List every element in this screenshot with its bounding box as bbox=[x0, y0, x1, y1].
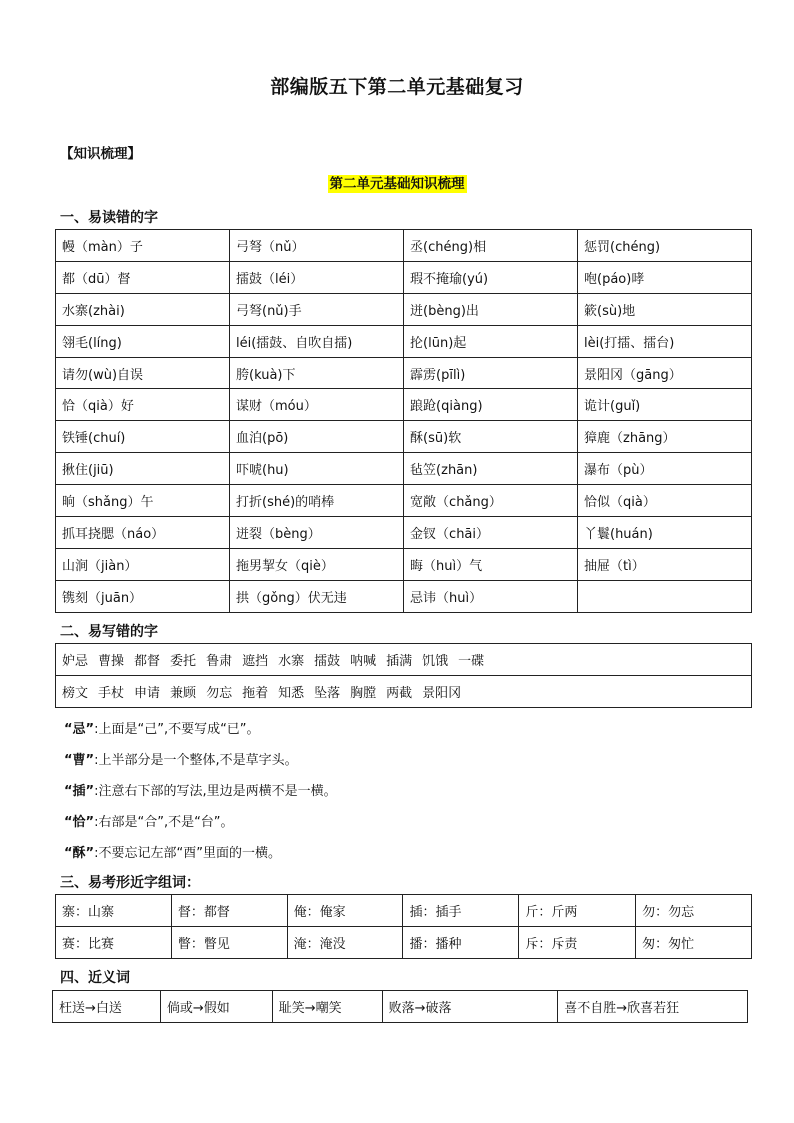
subtitle-wrap bbox=[0, 172, 794, 192]
word-row-cell bbox=[56, 676, 752, 708]
table-cell: 瑕不掩瑜(yú) bbox=[404, 261, 578, 293]
note-line bbox=[64, 838, 744, 869]
table-cell: 镌刻（juān） bbox=[56, 580, 230, 612]
table-row bbox=[56, 421, 752, 453]
word-item: 鲁肃 bbox=[206, 654, 233, 669]
word-item: 水寨 bbox=[278, 654, 305, 669]
table-cell: 赛：比赛 bbox=[56, 927, 172, 959]
word-row-cell bbox=[56, 644, 752, 676]
table-cell: 景阳冈（gāng） bbox=[578, 357, 752, 389]
table-cell: 倘或→假如 bbox=[160, 991, 272, 1023]
table-cell: 败落→破落 bbox=[382, 991, 558, 1023]
misread-chars-table bbox=[55, 229, 752, 613]
table-row bbox=[56, 580, 752, 612]
table-cell: 晦（huì）气 bbox=[404, 548, 578, 580]
word-item: 手杖 bbox=[98, 686, 125, 701]
word-item: 插满 bbox=[386, 654, 413, 669]
table-cell: 铁锤(chuí) bbox=[56, 421, 230, 453]
table-cell: 抡(lūn)起 bbox=[404, 325, 578, 357]
table-cell: 拖男挈女（qiè） bbox=[230, 548, 404, 580]
table-cell: 抽屉（tì） bbox=[578, 548, 752, 580]
table-cell: 俺：俺家 bbox=[287, 895, 403, 927]
table-cell: 插：插手 bbox=[403, 895, 519, 927]
table-cell: 霹雳(pīlì) bbox=[404, 357, 578, 389]
word-item: 景阳冈 bbox=[422, 686, 462, 701]
table-cell: 咆(páo)哮 bbox=[578, 261, 752, 293]
table-cell: 瞥：瞥见 bbox=[171, 927, 287, 959]
word-item: 妒忌 bbox=[62, 654, 89, 669]
note-line bbox=[64, 714, 744, 745]
table-cell: 打折(shé)的哨棒 bbox=[230, 485, 404, 517]
word-item: 饥饿 bbox=[422, 654, 449, 669]
table-cell: 水寨(zhài) bbox=[56, 293, 230, 325]
note-text: :上半部分是一个整体,不是草字头。 bbox=[94, 753, 298, 768]
table-cell: 拱（gǒng）伏无违 bbox=[230, 580, 404, 612]
table-row bbox=[56, 261, 752, 293]
table-cell: 淹：淹没 bbox=[287, 927, 403, 959]
table-cell: 恰似（qià） bbox=[578, 485, 752, 517]
miswritten-chars-table bbox=[55, 643, 752, 708]
table-cell: 弓弩(nǔ)手 bbox=[230, 293, 404, 325]
table-cell: 耻笑→嘲笑 bbox=[272, 991, 382, 1023]
table-cell: 迸(bèng)出 bbox=[404, 293, 578, 325]
table-cell: 恰（qià）好 bbox=[56, 389, 230, 421]
table-cell: 血泊(pō) bbox=[230, 421, 404, 453]
table-row bbox=[56, 453, 752, 485]
word-item: 知悉 bbox=[278, 686, 305, 701]
table-cell bbox=[578, 580, 752, 612]
note-key-char: “插” bbox=[64, 784, 95, 799]
table-cell: 迸裂（bèng） bbox=[230, 517, 404, 549]
table-cell: 寨：山寨 bbox=[56, 895, 172, 927]
table-row bbox=[56, 517, 752, 549]
table-row bbox=[56, 548, 752, 580]
table-row bbox=[56, 676, 752, 708]
table-cell: 幔（màn）子 bbox=[56, 230, 230, 262]
table-row bbox=[56, 485, 752, 517]
section-1-heading: 一、易读错的字 bbox=[60, 210, 158, 226]
table-row bbox=[56, 325, 752, 357]
note-line bbox=[64, 807, 744, 838]
word-item: 一碟 bbox=[458, 654, 485, 669]
table-cell: 匆：匆忙 bbox=[636, 927, 752, 959]
table-row bbox=[56, 927, 752, 959]
table-row bbox=[56, 644, 752, 676]
knowledge-tag: 【知识梳理】 bbox=[60, 146, 141, 162]
table-cell: 丫鬟(huán) bbox=[578, 517, 752, 549]
section-3-heading: 三、易考形近字组词： bbox=[60, 875, 200, 891]
word-item: 两截 bbox=[386, 686, 413, 701]
writing-notes bbox=[64, 714, 744, 869]
table-cell: 翎毛(líng) bbox=[56, 325, 230, 357]
table-cell: 吓唬(hu) bbox=[230, 453, 404, 485]
table-row bbox=[56, 895, 752, 927]
note-text: :上面是“己”,不要写成“已”。 bbox=[94, 722, 260, 737]
word-item: 拖着 bbox=[242, 686, 269, 701]
table-cell: 獐鹿（zhāng） bbox=[578, 421, 752, 453]
table-cell: 山涧（jiàn） bbox=[56, 548, 230, 580]
table-cell: 斥：斥责 bbox=[519, 927, 636, 959]
table-cell: 擂鼓（léi） bbox=[230, 261, 404, 293]
table-cell: 踉跄(qiàng) bbox=[404, 389, 578, 421]
word-item: 榜文 bbox=[62, 686, 89, 701]
table-cell: 喜不自胜→欣喜若狂 bbox=[558, 991, 748, 1023]
table-cell: léi(擂鼓、自吹自擂) bbox=[230, 325, 404, 357]
table-row bbox=[56, 293, 752, 325]
synonyms-table bbox=[52, 990, 748, 1023]
table-cell: 丞(chéng)相 bbox=[404, 230, 578, 262]
highlighted-subtitle: 第二单元基础知识梳理 bbox=[329, 176, 465, 192]
table-cell: 督：都督 bbox=[171, 895, 287, 927]
note-key-char: “忌” bbox=[64, 722, 95, 737]
note-line bbox=[64, 776, 744, 807]
word-item: 遮挡 bbox=[242, 654, 269, 669]
table-row bbox=[53, 991, 748, 1023]
word-item: 呐喊 bbox=[350, 654, 377, 669]
section-2-heading: 二、易写错的字 bbox=[60, 624, 158, 640]
table-cell: 斤：斤两 bbox=[519, 895, 636, 927]
table-cell: 勿：勿忘 bbox=[636, 895, 752, 927]
table-cell: 瀑布（pù） bbox=[578, 453, 752, 485]
table-row bbox=[56, 389, 752, 421]
table-cell: 胯(kuà)下 bbox=[230, 357, 404, 389]
word-item: 委托 bbox=[170, 654, 197, 669]
word-item: 兼顾 bbox=[170, 686, 197, 701]
table-cell: 金钗（chāi） bbox=[404, 517, 578, 549]
table-cell: 请勿(wù)自误 bbox=[56, 357, 230, 389]
table-cell: 宽敞（chǎng） bbox=[404, 485, 578, 517]
table-cell: 簌(sù)地 bbox=[578, 293, 752, 325]
similar-chars-table bbox=[55, 894, 752, 959]
word-item: 曹操 bbox=[98, 654, 125, 669]
note-key-char: “恰” bbox=[64, 815, 95, 830]
table-cell: 播：播种 bbox=[403, 927, 519, 959]
table-cell: 毡笠(zhān) bbox=[404, 453, 578, 485]
table-cell: lèi(打擂、擂台) bbox=[578, 325, 752, 357]
word-item: 勿忘 bbox=[206, 686, 233, 701]
word-item: 坠落 bbox=[314, 686, 341, 701]
note-key-char: “酥” bbox=[64, 846, 95, 861]
note-key-char: “曹” bbox=[64, 753, 95, 768]
table-cell: 酥(sū)软 bbox=[404, 421, 578, 453]
table-cell: 晌（shǎng）午 bbox=[56, 485, 230, 517]
word-item: 申请 bbox=[134, 686, 161, 701]
note-text: :注意右下部的写法,里边是两横不是一横。 bbox=[94, 784, 337, 799]
section-4-heading: 四、近义词 bbox=[60, 970, 130, 986]
table-cell: 都（dū）督 bbox=[56, 261, 230, 293]
note-line bbox=[64, 745, 744, 776]
table-cell: 谋财（móu） bbox=[230, 389, 404, 421]
word-item: 都督 bbox=[134, 654, 161, 669]
table-cell: 揪住(jiū) bbox=[56, 453, 230, 485]
page-title: 部编版五下第二单元基础复习 bbox=[270, 76, 524, 98]
note-text: :右部是“合”,不是“台”。 bbox=[94, 815, 234, 830]
table-cell: 枉送→白送 bbox=[53, 991, 161, 1023]
table-cell: 忌讳（huì） bbox=[404, 580, 578, 612]
table-row bbox=[56, 357, 752, 389]
table-cell: 弓弩（nǔ） bbox=[230, 230, 404, 262]
table-cell: 诡计(guǐ) bbox=[578, 389, 752, 421]
note-text: :不要忘记左部“酉”里面的一横。 bbox=[94, 846, 281, 861]
table-row bbox=[56, 230, 752, 262]
table-cell: 抓耳挠腮（náo） bbox=[56, 517, 230, 549]
word-item: 擂鼓 bbox=[314, 654, 341, 669]
table-cell: 惩罚(chéng) bbox=[578, 230, 752, 262]
word-item: 胸膛 bbox=[350, 686, 377, 701]
